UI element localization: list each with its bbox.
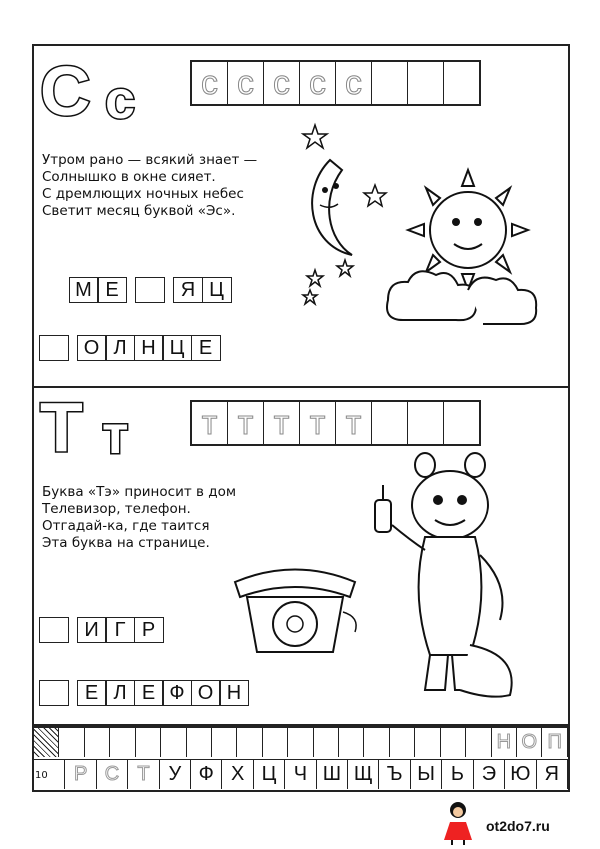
alphabet-bottom-cell[interactable]: Х <box>222 760 253 789</box>
alphabet-bottom-cell[interactable]: Щ <box>348 760 379 789</box>
word-telefon[interactable] <box>40 680 249 706</box>
alphabet-bottom-cell[interactable]: Я <box>537 760 568 789</box>
big-letter-upper-s: С <box>40 52 91 130</box>
letter-cell: О <box>77 335 107 361</box>
alphabet-top-cell[interactable] <box>212 728 237 757</box>
trace-cell[interactable]: с <box>300 62 336 104</box>
alphabet-top-cell[interactable] <box>314 728 339 757</box>
trace-cell[interactable]: т <box>300 402 336 444</box>
alphabet-top-cell[interactable]: П <box>542 728 567 757</box>
letter-cell: Ц <box>162 335 192 361</box>
alphabet-bottom-cell[interactable]: Ь <box>442 760 473 789</box>
poem-t <box>42 484 236 552</box>
alphabet-top-cell[interactable] <box>441 728 466 757</box>
letter-cell: Н <box>134 335 164 361</box>
site-name[interactable]: ot2do7.ru <box>486 818 550 834</box>
sun-illustration <box>378 150 558 350</box>
word-tigr[interactable] <box>40 617 164 643</box>
poem-line: Солнышко в окне сияет. <box>42 169 216 185</box>
trace-cell[interactable] <box>408 402 444 444</box>
trace-cell[interactable]: с <box>336 62 372 104</box>
telephone-illustration <box>225 552 365 662</box>
alphabet-top-cell[interactable] <box>390 728 415 757</box>
alphabet-top-cell[interactable] <box>85 728 110 757</box>
alphabet-bottom-cell[interactable]: Э <box>474 760 505 789</box>
word-mesyats[interactable] <box>70 277 232 303</box>
letter-cell: Р <box>134 617 164 643</box>
alphabet-top-cell[interactable] <box>263 728 288 757</box>
letter-cell: Ф <box>162 680 192 706</box>
letter-cell: О <box>191 680 221 706</box>
trace-cell[interactable] <box>372 402 408 444</box>
poem-line: Утром рано — всякий знает — <box>42 152 258 168</box>
blank-letter-cell[interactable] <box>135 277 165 303</box>
alphabet-bottom-row <box>34 759 568 789</box>
blank-letter-cell[interactable] <box>39 617 69 643</box>
letter-cell: Е <box>134 680 164 706</box>
alphabet-top-cell[interactable] <box>466 728 491 757</box>
poem-line: Отгадай-ка, где таится <box>42 518 210 534</box>
poem-line: Светит месяц буквой «Эс». <box>42 203 236 219</box>
trace-cell[interactable]: с <box>264 62 300 104</box>
alphabet-top-cell[interactable] <box>364 728 389 757</box>
poem-line: Телевизор, телефон. <box>42 501 191 517</box>
trace-cell[interactable]: т <box>264 402 300 444</box>
letter-cell: Н <box>219 680 249 706</box>
alphabet-top-cell[interactable] <box>187 728 212 757</box>
big-letter-upper-t: Т <box>40 388 83 466</box>
letter-cell: Е <box>97 277 127 303</box>
alphabet-bottom-cell[interactable]: Ч <box>285 760 316 789</box>
letter-cell: М <box>69 277 99 303</box>
alphabet-bottom-cell[interactable]: У <box>160 760 191 789</box>
alphabet-bottom-cell[interactable]: Ю <box>505 760 536 789</box>
trace-row-s <box>190 60 481 106</box>
big-letter-lower-s: с <box>105 70 136 130</box>
letter-cell: Е <box>191 335 221 361</box>
trace-cell[interactable]: т <box>192 402 228 444</box>
trace-cell[interactable] <box>372 62 408 104</box>
alphabet-bottom-cell[interactable]: Ъ <box>379 760 410 789</box>
trace-cell[interactable]: с <box>192 62 228 104</box>
big-letter-lower-t: т <box>102 405 129 465</box>
poem-line: Эта буква на странице. <box>42 535 210 551</box>
alphabet-top-cell[interactable]: О <box>517 728 542 757</box>
blank-letter-cell[interactable] <box>39 335 69 361</box>
poem-line: С дремлющих ночных небес <box>42 186 244 202</box>
tiger-illustration <box>370 445 540 705</box>
alphabet-bottom-cell[interactable]: Ы <box>411 760 442 789</box>
alphabet-top-cell[interactable] <box>34 728 59 757</box>
alphabet-bottom-cell[interactable]: Р <box>65 760 96 789</box>
alphabet-bottom-cell[interactable]: С <box>97 760 128 789</box>
alphabet-top-cell[interactable] <box>136 728 161 757</box>
alphabet-top-cell[interactable] <box>59 728 84 757</box>
trace-cell[interactable] <box>444 62 479 104</box>
page-number: 10 <box>35 770 48 781</box>
letter-cell: Г <box>105 617 135 643</box>
letter-cell: Я <box>173 277 203 303</box>
alphabet-top-cell[interactable] <box>110 728 135 757</box>
letter-cell: Л <box>105 680 135 706</box>
alphabet-bottom-cell[interactable]: Ф <box>191 760 222 789</box>
alphabet-top-cell[interactable] <box>415 728 440 757</box>
alphabet-bottom-cell[interactable]: Ш <box>317 760 348 789</box>
trace-cell[interactable] <box>408 62 444 104</box>
poem-line: Буква «Тэ» приносит в дом <box>42 484 237 500</box>
girl-logo-icon <box>438 800 478 845</box>
poem-s <box>42 152 257 220</box>
trace-cell[interactable]: с <box>228 62 264 104</box>
alphabet-top-cell[interactable] <box>339 728 364 757</box>
alphabet-top-row <box>34 728 568 757</box>
trace-cell[interactable]: т <box>336 402 372 444</box>
word-solntse[interactable] <box>40 335 221 361</box>
alphabet-top-cell[interactable]: Н <box>492 728 517 757</box>
trace-row-t <box>190 400 481 446</box>
alphabet-top-cell[interactable] <box>237 728 262 757</box>
letter-cell: Ц <box>202 277 232 303</box>
trace-cell[interactable] <box>444 402 479 444</box>
alphabet-strip <box>32 726 570 792</box>
alphabet-bottom-cell[interactable]: Ц <box>254 760 285 789</box>
letter-cell: И <box>77 617 107 643</box>
alphabet-top-cell[interactable] <box>288 728 313 757</box>
trace-cell[interactable]: т <box>228 402 264 444</box>
letter-cell: Е <box>77 680 107 706</box>
blank-letter-cell[interactable] <box>39 680 69 706</box>
letter-cell: Л <box>105 335 135 361</box>
alphabet-bottom-cell[interactable]: Т <box>128 760 159 789</box>
alphabet-top-cell[interactable] <box>161 728 186 757</box>
